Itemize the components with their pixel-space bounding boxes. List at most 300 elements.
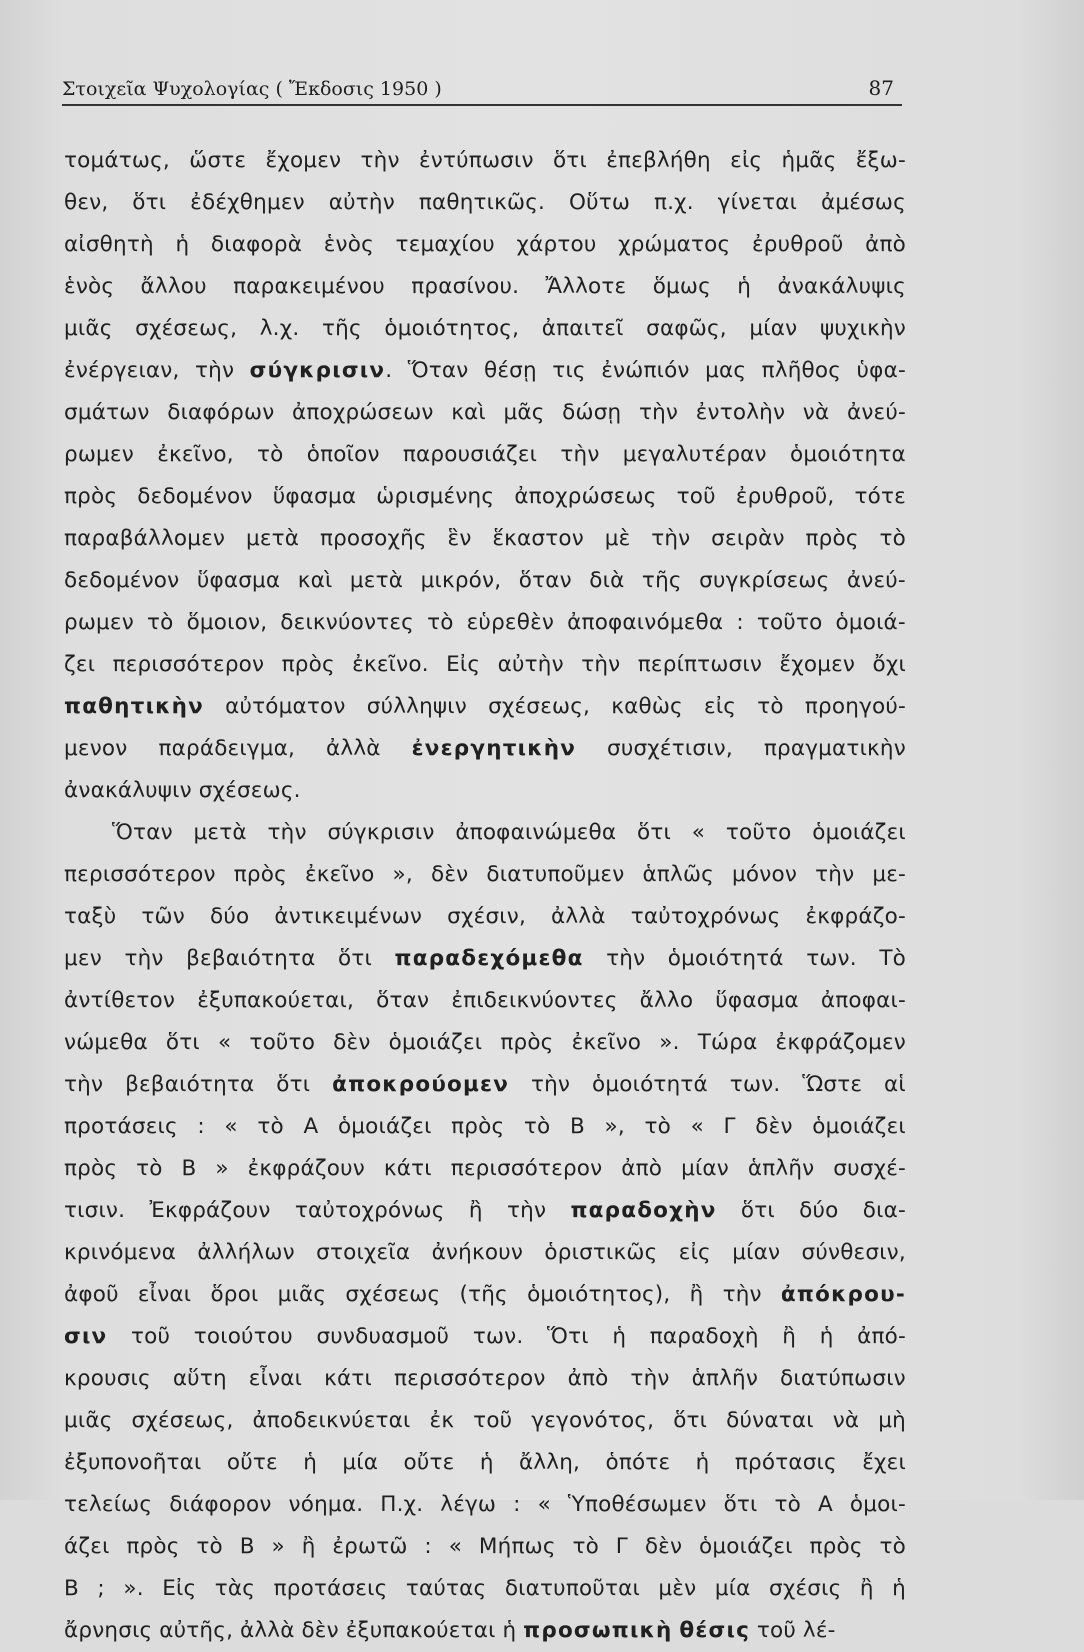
word: δώσῃ bbox=[562, 400, 622, 425]
word: ὡρισμένης bbox=[376, 484, 495, 509]
word: βεβαιότητα bbox=[186, 946, 316, 971]
word: τὴν bbox=[124, 946, 164, 971]
word: σχέσεως, bbox=[131, 1408, 234, 1433]
word: τὴν bbox=[815, 862, 855, 887]
word: ἐκεῖνο bbox=[304, 862, 375, 887]
word: μὴ bbox=[878, 1408, 906, 1433]
text-line bbox=[64, 518, 906, 560]
word: κάτι bbox=[324, 1366, 372, 1391]
word: τὴν bbox=[581, 652, 621, 677]
word bbox=[332, 1064, 509, 1106]
word: τοῦτο bbox=[725, 820, 792, 845]
word: ἀποφαινώμεθα bbox=[455, 820, 617, 845]
word: ἁπλῶς bbox=[642, 862, 714, 887]
word: ὥστε bbox=[189, 148, 247, 173]
word: μίαν bbox=[681, 1156, 729, 1181]
word: ὁμοιότητος), bbox=[527, 1282, 671, 1307]
word: σχέσεως bbox=[345, 1282, 441, 1307]
text-line bbox=[64, 1190, 906, 1232]
word: συγκρίσεως bbox=[699, 568, 830, 593]
word: δεδομένον bbox=[64, 568, 180, 593]
word bbox=[412, 728, 576, 770]
word: δὲν bbox=[430, 862, 469, 887]
word: αὕτη bbox=[172, 1366, 227, 1391]
word: ρωμεν bbox=[64, 442, 134, 467]
word: τὸ bbox=[644, 1114, 671, 1139]
word: ἢ bbox=[689, 1282, 704, 1307]
text-line bbox=[64, 812, 906, 854]
word: ὁμοιότητά bbox=[667, 946, 784, 971]
word: συσχέ- bbox=[833, 1156, 906, 1181]
word: λέ- bbox=[802, 1618, 836, 1643]
word: πρὸς bbox=[809, 1534, 863, 1559]
word: τὸ bbox=[774, 1492, 802, 1517]
word: διὰ bbox=[589, 568, 625, 593]
word: πρὸς bbox=[64, 1156, 118, 1181]
word: τομάτως, bbox=[64, 148, 170, 173]
word: τὸ bbox=[427, 610, 454, 635]
word: εἰς bbox=[678, 1240, 711, 1265]
word: ὅτι bbox=[165, 1030, 200, 1055]
text-line bbox=[64, 1358, 906, 1400]
word: « bbox=[217, 1030, 232, 1055]
word: σχέσις bbox=[769, 1576, 842, 1601]
word: ἀλλήλων bbox=[197, 1240, 295, 1265]
word: πλῆθος bbox=[761, 358, 842, 383]
word: ἀλλὰ bbox=[239, 1618, 295, 1643]
word: ταύτας bbox=[405, 1576, 487, 1601]
emphasis-word: ἀποκρούομεν bbox=[332, 1072, 510, 1097]
word: : bbox=[513, 1492, 521, 1517]
word: ἐντολὴν bbox=[695, 400, 786, 425]
emphasis-word: παραδεχόμεθα bbox=[394, 946, 584, 971]
word: ὅταν bbox=[376, 988, 430, 1013]
text-line bbox=[64, 392, 906, 434]
word: τὰς bbox=[214, 1576, 256, 1601]
word: θέσῃ bbox=[483, 358, 537, 383]
word: τελείως bbox=[64, 1492, 153, 1517]
word: ἀπὸ bbox=[567, 1366, 609, 1391]
word: των. bbox=[729, 1072, 781, 1097]
word: π.χ. bbox=[653, 190, 694, 215]
word: : bbox=[197, 1114, 205, 1139]
word: μεν bbox=[64, 946, 102, 971]
word: τοῦ bbox=[130, 1324, 171, 1349]
word: οὔτε bbox=[226, 1450, 278, 1475]
word: γίνεται bbox=[717, 190, 798, 215]
word: καὶ bbox=[297, 568, 333, 593]
word: πρότασις bbox=[734, 1450, 837, 1475]
word: μίαν bbox=[732, 1240, 781, 1265]
word: περίπτωσιν bbox=[637, 652, 763, 677]
page-number: 87 bbox=[868, 76, 894, 100]
word: νὰ bbox=[832, 1408, 860, 1433]
word: δύο bbox=[799, 1198, 839, 1223]
word: τὸ bbox=[879, 526, 906, 551]
word: ἐντύπωσιν bbox=[418, 148, 534, 173]
word: δὲν bbox=[301, 1618, 339, 1643]
word: ὁμοιότητα bbox=[790, 442, 906, 467]
word bbox=[570, 1190, 716, 1232]
word: ζει bbox=[64, 652, 96, 677]
word: ἡ bbox=[892, 1576, 906, 1601]
word: τὴν bbox=[360, 148, 400, 173]
word: πρὸς bbox=[805, 526, 859, 551]
word: μας bbox=[705, 358, 747, 383]
header-title: Στοιχεῖα Ψυχολογίας ( Ἔκδοσις 1950 ) bbox=[62, 78, 442, 100]
word: ἁπλῆν bbox=[747, 1156, 815, 1181]
word: αὐτῆς, bbox=[159, 1618, 234, 1643]
word: « bbox=[690, 1114, 704, 1139]
word: ὅταν bbox=[518, 568, 572, 593]
text-line bbox=[64, 1568, 906, 1610]
word: ἓν bbox=[447, 526, 472, 551]
word: Ὅταν bbox=[112, 820, 173, 845]
word: κρινόμενα bbox=[64, 1240, 177, 1265]
word: κρουσις bbox=[64, 1366, 151, 1391]
word: Τώρα bbox=[697, 1030, 758, 1055]
text-line bbox=[64, 854, 906, 896]
text-line bbox=[64, 728, 906, 770]
word: Β bbox=[64, 1576, 79, 1601]
word: μία bbox=[342, 1450, 379, 1475]
word: ἔχει bbox=[862, 1450, 906, 1475]
word: ἡ bbox=[303, 1450, 318, 1475]
word: μενον bbox=[64, 736, 128, 761]
word: τὸ bbox=[572, 1534, 599, 1559]
word: ἔχομεν bbox=[779, 652, 856, 677]
word: ἔχομεν bbox=[265, 148, 342, 173]
word: : bbox=[424, 1534, 432, 1559]
word: μεγαλυτέραν bbox=[622, 442, 767, 467]
word: πρὸς bbox=[500, 1030, 554, 1055]
word: τὴν bbox=[722, 1282, 762, 1307]
word: τὴν bbox=[560, 442, 600, 467]
word: νόημα. bbox=[288, 1492, 364, 1517]
word: ἐκεῖνο bbox=[571, 1030, 642, 1055]
word: τὸ bbox=[136, 1156, 163, 1181]
text-line bbox=[64, 1274, 906, 1316]
text-line bbox=[64, 224, 906, 266]
emphasis-word: παθητικὴν bbox=[64, 694, 204, 719]
word: ἀποφαινόμεθα bbox=[567, 610, 724, 635]
text-line bbox=[64, 1316, 906, 1358]
word: ὅμως bbox=[652, 274, 711, 299]
emphasis-word: ἐνεργητικὴν bbox=[411, 736, 577, 761]
word: ὕφασμα bbox=[715, 988, 799, 1013]
word: τὸ bbox=[879, 1534, 906, 1559]
word: Ὑποθέσωμεν bbox=[567, 1492, 707, 1517]
word: σχέσεως. bbox=[198, 778, 301, 803]
word: τοῦ bbox=[676, 484, 716, 509]
word: σύγκρισιν. bbox=[249, 358, 393, 383]
word: ἡ bbox=[819, 1324, 834, 1349]
text-line bbox=[64, 140, 906, 182]
word: περισσότερον bbox=[393, 1366, 546, 1391]
word: τὴν bbox=[606, 946, 646, 971]
word: τοῦ bbox=[473, 1408, 513, 1433]
word: με- bbox=[872, 862, 906, 887]
word: παραδοχὴ bbox=[649, 1324, 759, 1349]
word: τὴν bbox=[530, 1072, 571, 1097]
word: ὁμοιάζει bbox=[812, 1114, 906, 1139]
word: : bbox=[736, 610, 744, 635]
word: άζει bbox=[64, 1534, 110, 1559]
text-line bbox=[64, 1484, 906, 1526]
word: διάφορον bbox=[169, 1492, 272, 1517]
word: ἀποφαι- bbox=[820, 988, 906, 1013]
word: προτάσεις bbox=[273, 1576, 388, 1601]
word: πρὸς bbox=[126, 1534, 180, 1559]
word: των. bbox=[806, 946, 857, 971]
word: », bbox=[392, 862, 413, 887]
word: εἰς bbox=[704, 694, 737, 719]
word: δύο bbox=[210, 904, 250, 929]
word: ὑφα- bbox=[856, 358, 906, 383]
word: τὸ bbox=[147, 610, 174, 635]
word: Α bbox=[303, 1114, 319, 1139]
text-line bbox=[64, 350, 906, 392]
text-line bbox=[64, 1148, 906, 1190]
word: ; bbox=[97, 1576, 105, 1601]
word: διατυποῦμεν bbox=[486, 862, 625, 887]
word: σειρὰν bbox=[711, 526, 785, 551]
word: Ἐκφράζουν bbox=[149, 1198, 271, 1223]
word: ταξὺ bbox=[64, 904, 117, 929]
word: καὶ bbox=[451, 400, 486, 425]
word: ἕκαστον bbox=[492, 526, 584, 551]
word: ἀποδεικνύεται bbox=[252, 1408, 411, 1433]
word: μετὰ bbox=[349, 568, 404, 593]
word: ἀποχρώσεως bbox=[514, 484, 657, 509]
word: αὐτὴν bbox=[497, 652, 564, 677]
word: μίαν bbox=[749, 316, 798, 341]
word: ἀνεύ- bbox=[846, 400, 906, 425]
word: ἐπιδεικνύοντες bbox=[451, 988, 618, 1013]
word: δὲν bbox=[644, 1534, 683, 1559]
word: τὸ bbox=[196, 1534, 223, 1559]
running-header bbox=[62, 74, 902, 106]
word: ἄλλο bbox=[639, 988, 694, 1013]
word: ἀλλὰ bbox=[551, 904, 606, 929]
word: προηγού- bbox=[804, 694, 906, 719]
word: ὁμοιάζει bbox=[337, 1114, 432, 1139]
word: ὁμοιά- bbox=[835, 610, 906, 635]
body-text bbox=[64, 140, 906, 1652]
word: μιᾶς bbox=[64, 316, 113, 341]
word: ἄρνησις bbox=[64, 1618, 153, 1643]
text-line bbox=[64, 308, 906, 350]
word: των. bbox=[472, 1324, 524, 1349]
word: ἀντίθετον bbox=[64, 988, 176, 1013]
word: πραγματικὴν bbox=[763, 736, 906, 761]
word: διατυποῦται bbox=[504, 1576, 640, 1601]
word: ἀποχρώσεων bbox=[292, 400, 434, 425]
word: ἡ bbox=[479, 1450, 494, 1475]
word: εἶναι bbox=[137, 1282, 192, 1307]
word: Εἰς bbox=[446, 652, 481, 677]
word: τὴν bbox=[638, 400, 679, 425]
word: πρασίνου. bbox=[411, 274, 520, 299]
text-line bbox=[64, 602, 906, 644]
word: ἐκφράζουν bbox=[247, 1156, 366, 1181]
word: ὕφασμα bbox=[196, 568, 281, 593]
word: τισιν. bbox=[64, 1198, 126, 1223]
word: τοιούτου bbox=[193, 1324, 293, 1349]
word: ». bbox=[123, 1576, 144, 1601]
word: » bbox=[215, 1156, 229, 1181]
word: μία bbox=[714, 1576, 751, 1601]
word: πρὸς bbox=[233, 862, 287, 887]
word: δὲν bbox=[755, 1114, 793, 1139]
word: Τὸ bbox=[879, 946, 906, 971]
word: ἐκεῖνο. bbox=[352, 652, 429, 677]
word: σαφῶς, bbox=[646, 316, 727, 341]
word: ταὐτοχρόνως bbox=[294, 1198, 445, 1223]
word: πρὸς bbox=[64, 484, 118, 509]
word: τὸ bbox=[523, 1114, 551, 1139]
word: τὴν bbox=[267, 820, 307, 845]
word: καθὼς bbox=[611, 694, 683, 719]
text-line bbox=[64, 1064, 906, 1106]
word: ρωμεν bbox=[64, 610, 134, 635]
word: Β bbox=[239, 1534, 255, 1559]
word: παράδειγμα, bbox=[158, 736, 296, 761]
word: ἡ bbox=[612, 1324, 627, 1349]
word: μετὰ bbox=[245, 526, 300, 551]
word: ἀνεύ- bbox=[846, 568, 906, 593]
word: βεβαιότητα bbox=[125, 1072, 255, 1097]
word: σχέσεως, bbox=[135, 316, 238, 341]
word: περισσότερον bbox=[450, 1156, 603, 1181]
word: ταὐτοχρόνως bbox=[630, 904, 781, 929]
word: ὅτι bbox=[276, 1072, 311, 1097]
word: θεν, bbox=[64, 190, 109, 215]
text-line bbox=[64, 1022, 906, 1064]
word: » bbox=[271, 1534, 285, 1559]
word: τεμαχίου bbox=[395, 232, 495, 257]
word: τῆς bbox=[641, 568, 682, 593]
word: ἄλλου bbox=[140, 274, 207, 299]
word: ἑνὸς bbox=[323, 232, 374, 257]
word: παρουσιάζει bbox=[402, 442, 538, 467]
word: ὁπότε bbox=[605, 1450, 671, 1475]
text-line bbox=[64, 1442, 906, 1484]
text-line bbox=[64, 896, 906, 938]
word: παραβάλλομεν bbox=[64, 526, 226, 551]
word: ἢ bbox=[301, 1534, 316, 1559]
word: ἁπλῆν bbox=[691, 1366, 759, 1391]
word: πρὸς bbox=[451, 1114, 505, 1139]
text-line bbox=[64, 1232, 906, 1274]
word: λέγω bbox=[440, 1492, 497, 1517]
word: μόνον bbox=[732, 862, 798, 887]
word: ἐπεβλήθη bbox=[606, 148, 711, 173]
word: ἀφοῦ bbox=[64, 1282, 119, 1307]
word: ψυχικὴν bbox=[819, 316, 906, 341]
word: ἔξω- bbox=[855, 148, 906, 173]
word: δεδομένον bbox=[137, 484, 253, 509]
word: τὴν bbox=[506, 1198, 547, 1223]
word: Οὕτω bbox=[568, 190, 631, 215]
word: περισσότερον bbox=[112, 652, 265, 677]
word: μικρόν, bbox=[420, 568, 502, 593]
word: αὐτόματον bbox=[225, 694, 346, 719]
word: ἐξυπακούεται, bbox=[197, 988, 355, 1013]
word: τῶν bbox=[141, 904, 185, 929]
word: χάρτου bbox=[516, 232, 597, 257]
word: σύνθεσιν, bbox=[801, 1240, 906, 1265]
word: ἐξυπακούεται bbox=[345, 1618, 496, 1643]
word: κάτι bbox=[383, 1156, 432, 1181]
word: συνδυασμοῦ bbox=[316, 1324, 450, 1349]
text-line bbox=[64, 980, 906, 1022]
word: ἀμέσως bbox=[820, 190, 906, 215]
word: ὅμοιον, bbox=[186, 610, 268, 635]
word: ὅτι bbox=[723, 1492, 758, 1517]
word: ἐνώπιόν bbox=[601, 358, 690, 383]
word: ὕφασμα bbox=[272, 484, 357, 509]
word: ὅτι bbox=[552, 148, 587, 173]
word: ἢ bbox=[468, 1198, 483, 1223]
word: συσχέτισιν, bbox=[607, 736, 733, 761]
word: ἐρωτῶ bbox=[332, 1534, 408, 1559]
emphasis-word: θέσις bbox=[679, 1618, 751, 1643]
word: δεικνύοντες bbox=[280, 610, 415, 635]
word: γεγονότος, bbox=[531, 1408, 655, 1433]
emphasis-word: ἀπόκρου- bbox=[780, 1282, 906, 1307]
word: ὅροι bbox=[210, 1282, 259, 1307]
word: ἀπὸ bbox=[865, 232, 906, 257]
text-line bbox=[64, 1526, 906, 1568]
word bbox=[64, 1316, 107, 1358]
word: ἀπό- bbox=[857, 1324, 906, 1349]
word: προτάσεις bbox=[64, 1114, 178, 1139]
word: οὔτε bbox=[403, 1450, 455, 1475]
word: παρακειμένου bbox=[233, 274, 385, 299]
word: διατύπωσιν bbox=[780, 1366, 906, 1391]
word: Μήπως bbox=[478, 1534, 556, 1559]
word: ἀπὸ bbox=[621, 1156, 663, 1181]
word: χρώματος bbox=[618, 232, 731, 257]
word: ἄλλη, bbox=[519, 1450, 581, 1475]
word: διαφόρων bbox=[167, 400, 275, 425]
word: ὁμοιάζει bbox=[388, 1030, 483, 1055]
word: μετὰ bbox=[193, 820, 247, 845]
word: ἐνέργειαν, bbox=[64, 358, 180, 383]
word: λ.χ. bbox=[259, 316, 300, 341]
emphasis-word: σιν bbox=[64, 1324, 108, 1349]
word: ὁμοιότητά bbox=[592, 1072, 708, 1097]
word: Β bbox=[181, 1156, 197, 1181]
word: περισσότερον bbox=[64, 862, 216, 887]
word: δύναται bbox=[726, 1408, 814, 1433]
word: ἀνήκουν bbox=[431, 1240, 524, 1265]
word: ἡ bbox=[175, 232, 190, 257]
word bbox=[523, 1610, 672, 1652]
text-line bbox=[64, 938, 906, 980]
word: ὁμοιάζει bbox=[812, 820, 906, 845]
word: τὸ bbox=[257, 1114, 284, 1139]
word bbox=[781, 1274, 906, 1316]
word: τὴν bbox=[64, 1072, 104, 1097]
word: μὲ bbox=[604, 526, 631, 551]
word: δὲν bbox=[333, 1030, 371, 1055]
word bbox=[64, 686, 204, 728]
text-line bbox=[64, 770, 906, 812]
word: προσοχῆς bbox=[319, 526, 427, 551]
word: ἐξυπονοῆται bbox=[64, 1450, 202, 1475]
